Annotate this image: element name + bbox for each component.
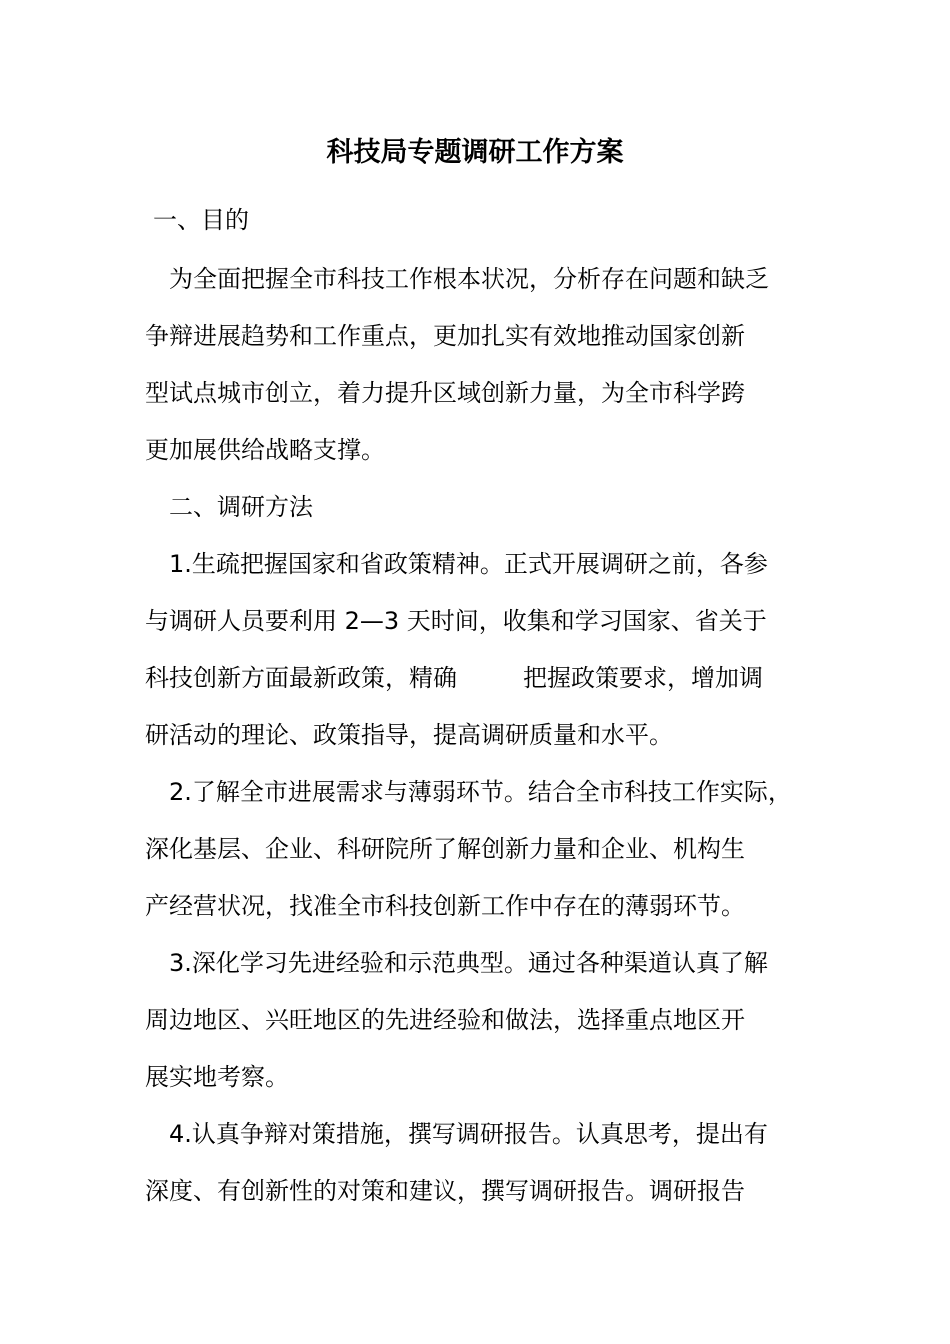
paragraph-fragment: 把握政策要求，增加调 bbox=[523, 664, 763, 692]
paragraph-fragment: 科技创新方面最新政策，精确 bbox=[145, 664, 457, 692]
paragraph-line: 产经营状况，找准全市科技创新工作中存在的薄弱环节。 bbox=[145, 892, 745, 920]
paragraph-line: 争辩进展趋势和工作重点，更加扎实有效地推动国家创新 bbox=[145, 322, 745, 350]
paragraph-line bbox=[145, 661, 763, 695]
paragraph-line: 展实地考察。 bbox=[145, 1063, 289, 1091]
paragraph-line: 研活动的理论、政策指导，提高调研质量和水平。 bbox=[145, 721, 673, 749]
paragraph-line: 型试点城市创立，着力提升区域创新力量，为全市科学跨 bbox=[145, 379, 745, 407]
paragraph-line: 4.认真争辩对策措施，撰写调研报告。认真思考，提出有 bbox=[169, 1120, 768, 1148]
paragraph-line: 3.深化学习先进经验和示范典型。通过各种渠道认真了解 bbox=[169, 949, 768, 977]
paragraph-line: 1.生疏把握国家和省政策精神。正式开展调研之前，各参 bbox=[169, 550, 768, 578]
paragraph-line: 深化基层、企业、科研院所了解创新力量和企业、机构生 bbox=[145, 835, 745, 863]
paragraph-line: 深度、有创新性的对策和建议，撰写调研报告。调研报告 bbox=[145, 1177, 745, 1205]
paragraph-line: 为全面把握全市科技工作根本状况，分析存在问题和缺乏 bbox=[169, 265, 769, 293]
paragraph-line: 更加展供给战略支撑。 bbox=[145, 436, 385, 464]
section-heading-methods: 二、调研方法 bbox=[169, 493, 313, 521]
paragraph-line: 与调研人员要利用 2—3 天时间，收集和学习国家、省关于 bbox=[145, 607, 767, 635]
paragraph-line: 2.了解全市进展需求与薄弱环节。结合全市科技工作实际， bbox=[169, 778, 792, 806]
paragraph-line: 周边地区、兴旺地区的先进经验和做法，选择重点地区开 bbox=[145, 1006, 745, 1034]
document-title: 科技局专题调研工作方案 bbox=[326, 137, 624, 168]
section-heading-purpose: 一、目的 bbox=[153, 206, 249, 234]
